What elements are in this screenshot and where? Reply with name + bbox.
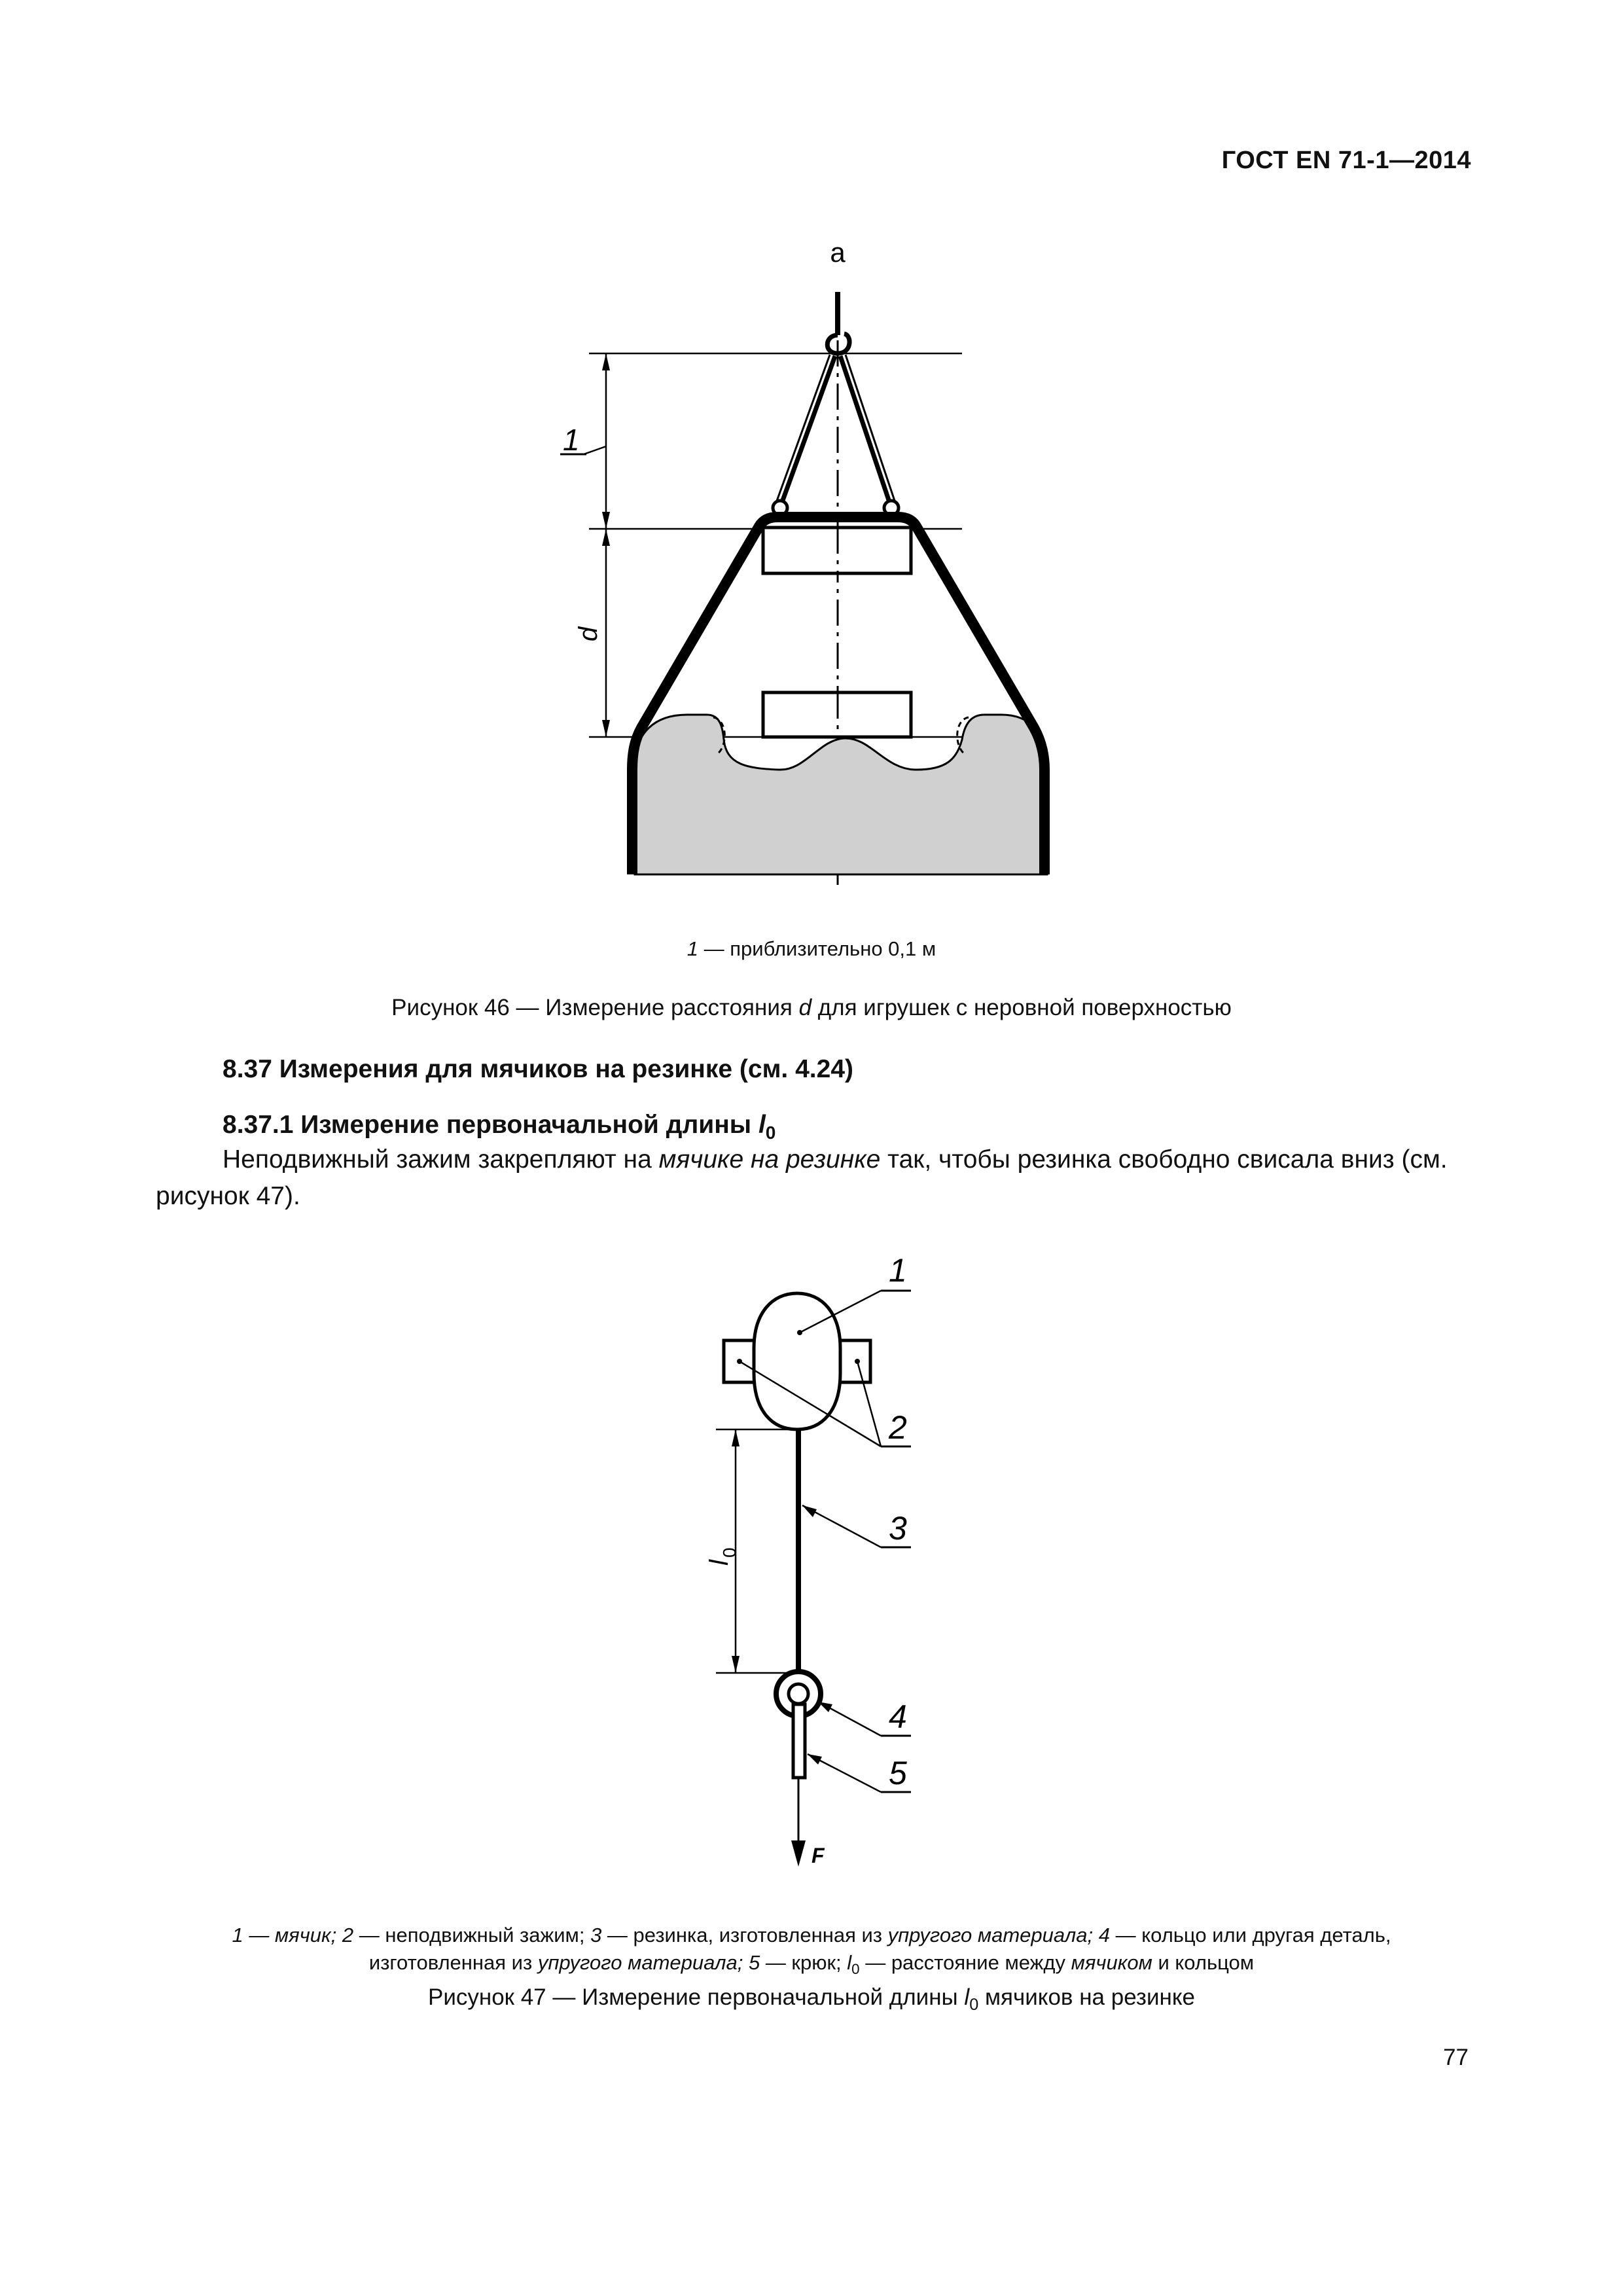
hook: [793, 1704, 805, 1778]
label-1: 1: [563, 423, 580, 457]
page-number: 77: [1443, 2045, 1469, 2070]
subsection-heading: 8.37.1 Измерение первоначальной длины $l_0$: [223, 1111, 776, 1143]
label-a: a: [830, 237, 846, 268]
figure-46-caption: Рисунок 46 — Измерение расстояния d для игрушек с неровной поверхностью: [391, 995, 1232, 1020]
label-5-hook: 5: [889, 1755, 907, 1791]
label-3-elastic: 3: [889, 1510, 907, 1547]
label-4-ring: 4: [889, 1698, 907, 1735]
document-header: ГОСТ EN 71-1—2014: [1221, 147, 1471, 174]
ball: [754, 1293, 840, 1429]
label-2-clamp: 2: [889, 1409, 907, 1446]
label-1-ball: 1: [889, 1252, 907, 1289]
figure-47-caption: Рисунок 47 — Измерение первоначальной длины $l_0$ мячиков на резинке: [427, 1984, 1196, 2014]
section-heading: 8.37 Измерения для мячиков на резинке (см. 4.24): [223, 1055, 853, 1083]
label-d: d: [574, 626, 603, 641]
label-F: F: [812, 1844, 825, 1867]
svg-text:0: 0: [719, 1547, 740, 1558]
paragraph: Неподвижный зажим закрепляют на мячике на резинке так, чтобы резинка свободно свисала вниз (см. рисунок 47).: [156, 1145, 1448, 1210]
figure-46-legend: 1 — приблизительно 0,1 м: [687, 937, 936, 960]
label-l0: l: [705, 1560, 734, 1566]
figure-47-legend: 1 — мячик; 2 — неподвижный зажим; 3 — резинка, изготовленная из упругого материала; 4 — кольцо или другая деталь, изготовленная из упругого материала; 5 — крюк; $l_0$ — расстояние между мячиком и кольцом: [232, 1924, 1391, 1978]
